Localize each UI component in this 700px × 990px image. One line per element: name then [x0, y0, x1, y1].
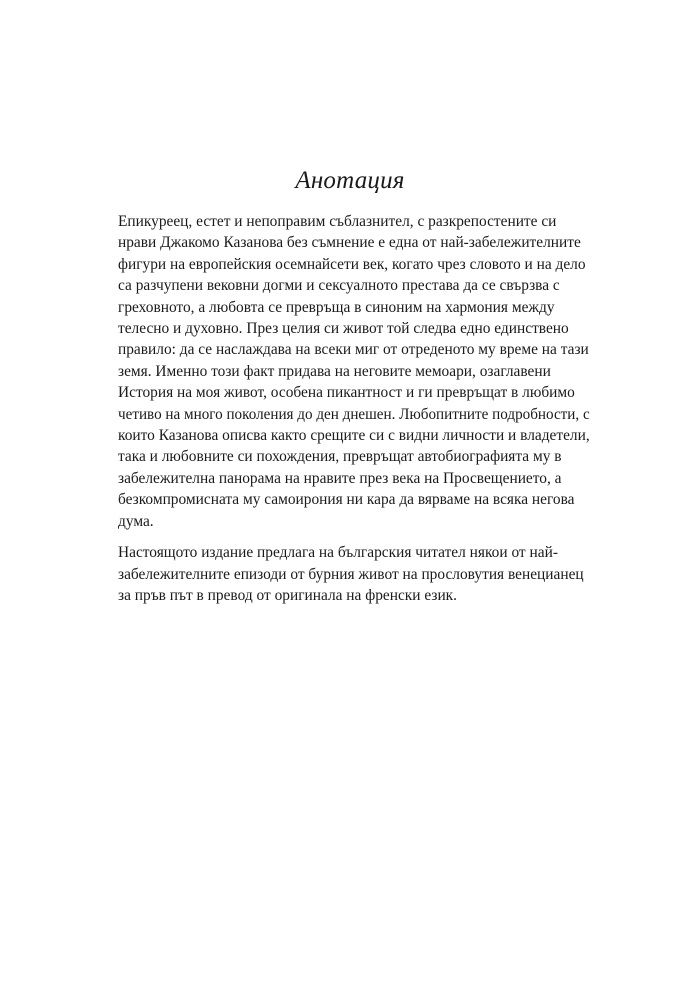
text-line: безкомпромисната му самоирония ни кара да вярваме на всяка негова	[118, 491, 575, 509]
text-line: греховното, а любовта се превръща в синоним на хармония между	[118, 298, 555, 316]
text-line: нрави Джакомо Казанова без съмнение е една от най-забележителните	[118, 234, 581, 252]
text-line: които Казанова описва както срещите си с видни личности и владетели,	[118, 427, 590, 445]
text-line: са разчупени вековни догми и сексуалното престава да се свързва с	[118, 277, 560, 295]
page-title: Анотация	[295, 167, 405, 194]
text-line: фигури на европейския осемнайсети век, когато чрез словото и на дело	[118, 255, 586, 273]
paragraph-2	[118, 542, 590, 606]
text-line: правило: да се наслаждава на всеки миг от отреденото му време на тази	[118, 341, 589, 359]
text-line: забележителна панорама на нравите през века на Просвещението, а	[118, 469, 562, 487]
paragraph-1	[118, 211, 590, 532]
text-line: История на моя живот, особена пикантност и ги превръщат в любимо	[118, 384, 575, 402]
text-line: Настоящото издание предлага на българския читател някои от най-	[118, 544, 558, 562]
text-line: телесно и духовно. През целия си живот той следва едно единствено	[118, 320, 569, 338]
text-line: дума.	[118, 512, 154, 530]
text-line: Епикуреец, естет и непоправим съблазнител, с разкрепостените си	[118, 213, 557, 230]
text-line: четиво на много поколения до ден днешен. Любопитните подробности, с	[118, 405, 590, 423]
annotation-body	[118, 211, 590, 606]
text-line: земя. Именно този факт придава на неговите мемоари, озаглавени	[118, 362, 551, 380]
text-line: така и любовните си похождения, превръщат автобиографията му в	[118, 448, 562, 466]
text-line: забележителните епизоди от бурния живот на прословутия венецианец	[118, 565, 584, 583]
text-line: за пръв път в превод от оригинала на френски език.	[118, 586, 458, 604]
